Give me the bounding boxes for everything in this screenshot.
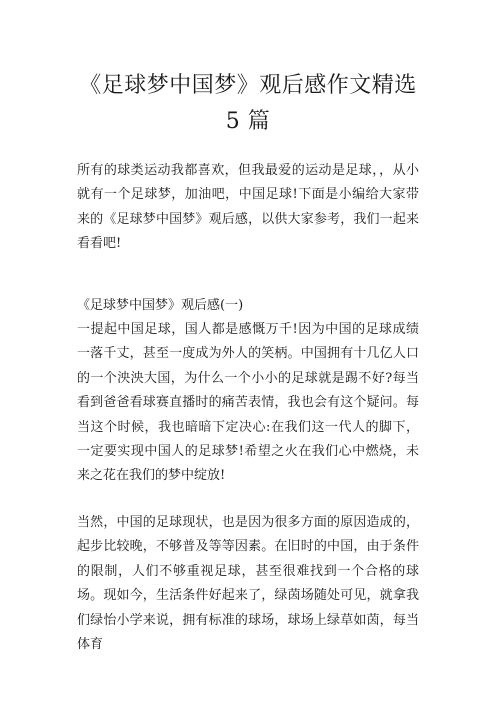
intro-paragraph: 所有的球类运动我都喜欢，但我最爱的运动是足球，，从小就有一个足球梦，加油吧，中国足球!下面是小编给大家带来的《足球梦中国梦》观后感，以供大家参考，我们一起来看看吧! — [77, 163, 419, 252]
document-title: 《足球梦中国梦》观后感作文精选 5 篇 — [79, 73, 417, 134]
section-heading: 《足球梦中国梦》观后感(一) — [77, 298, 244, 313]
body-paragraph-2: 当然，中国的足球现状，也是因为很多方面的原因造成的，起步比较晚，不够普及等等因素。在旧时的中国，由于条件的限制，人们不够重视足球，甚至很难找到一个合格的球场。现如今，生活条件好起来了，绿茵场随处可见，就拿我们绿怡小学来说，拥有标准的球场，球场上绿草如茵，每当体育 — [77, 515, 419, 653]
body-paragraph-1: 一提起中国足球，国人都是感慨万千!因为中国的足球成绩一落千丈，甚至一度成为外人的笑柄。中国拥有十几亿人口的一个泱泱大国，为什么一个小小的足球就是踢不好?每当看到爸爸看球赛直播时的痛苦表情，我也会有这个疑问。每当这个时候，我也暗暗下定决心:在我们这一代人的脚下，一定要实现中国人的足球梦!希望之火在我们心中燃烧，未来之花在我们的梦中绽放! — [77, 322, 419, 484]
